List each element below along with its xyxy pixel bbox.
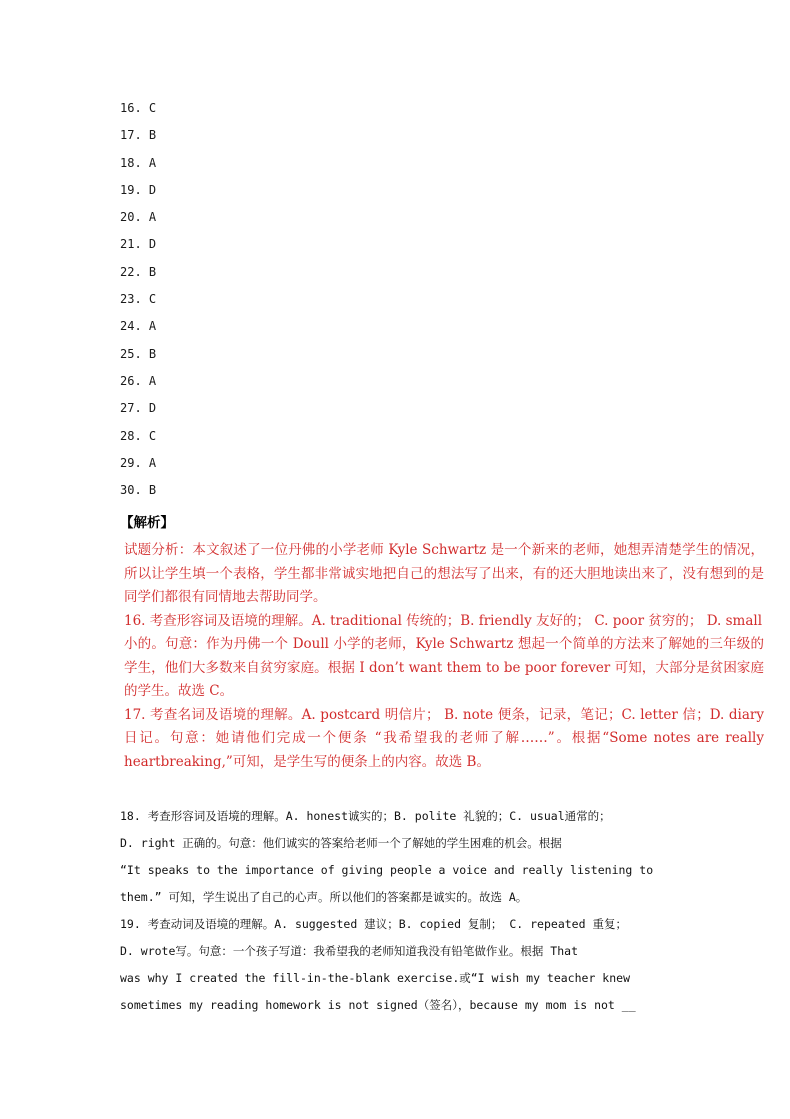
answer-item: 26. A [120,373,157,388]
q18-explanation [120,803,680,911]
q16-explanation-line1: 16. 考查形容词及语境的理解。A. traditional 传统的；B. friendly 友好的； C. poor 贫穷的； D. small [124,612,763,629]
q18-line1: 18. 考查形容词及语境的理解。A. honest诚实的；B. polite 礼貌的；C. usual通常的； [120,809,611,823]
q17-explanation: 17. 考查名词及语境的理解。A. postcard 明信片； B. note 便条，记录，笔记；C. letter 信；D. diary 日记。句意：她请他们完成一个便条 “我希望我的老师了解……”。根据“Some notes are really heartbreaking,”可知，是学生写的便条上的内容。故选 B。 [124,706,764,770]
answer-item: 27. D [120,401,157,416]
answer-item: 16. C [120,101,157,115]
answer-item: 24. A [120,319,157,334]
q18-line3: “It speaks to the importance of giving people a voice and really listening to [120,863,654,877]
answer-item: 22. B [120,264,157,279]
q19-line3: was why I created the fill-in-the-blank exercise.或“I wish my teacher knew [120,971,630,985]
answer-item: 21. D [120,237,157,252]
answer-item: 19. D [120,182,157,197]
section-heading: 【解析】 [120,515,174,531]
q16-explanation: 小的。句意：作为丹佛一个 Doull 小学的老师，Kyle Schwartz 想起一个简单的方法来了解她的三年级的学生，他们大多数来自贫穷家庭。根据 I don’t want them to be poor forever 可知，大部分是贫困家庭的学生。故选 C。 [124,636,764,699]
q18-line4: them.” 可知，学生说出了自己的心声。所以他们的答案都是诚实的。故选 A。 [120,890,528,904]
q19-line4: sometimes my reading homework is not signed（签名），because my mom is not __ [120,998,636,1012]
answer-item: 28. C [120,428,157,443]
answer-list [120,98,156,507]
q19-line1: 19. 考查动词及语境的理解。A. suggested 建议；B. copied 复制； C. repeated 重复； [120,917,627,931]
answer-item: 30. B [120,483,157,498]
answer-item: 25. B [120,346,157,361]
answer-item: 17. B [120,128,157,143]
q18-line2: D. right 正确的。句意：他们诚实的答案给老师一个了解她的学生困难的机会。根据 [120,836,562,850]
answer-item: 20. A [120,210,157,225]
q19-line2: D. wrote写。句意：一个孩子写道：我希望我的老师知道我没有铅笔做作业。根据 That [120,944,579,958]
analysis-intro: 试题分析：本文叙述了一位丹佛的小学老师 Kyle Schwartz 是一个新来的老师，她想弄清楚学生的情况，所以让学生填一个表格，学生都非常诚实地把自己的想法写了出来，有的还大胆地读出来了，没有想到的是同学们都很有同情地去帮助同学。 [124,542,764,605]
analysis-block [124,539,764,774]
answer-item: 18. A [120,155,157,170]
answer-item: 23. C [120,292,157,307]
q19-explanation [120,911,680,1019]
answer-item: 29. A [120,455,157,470]
